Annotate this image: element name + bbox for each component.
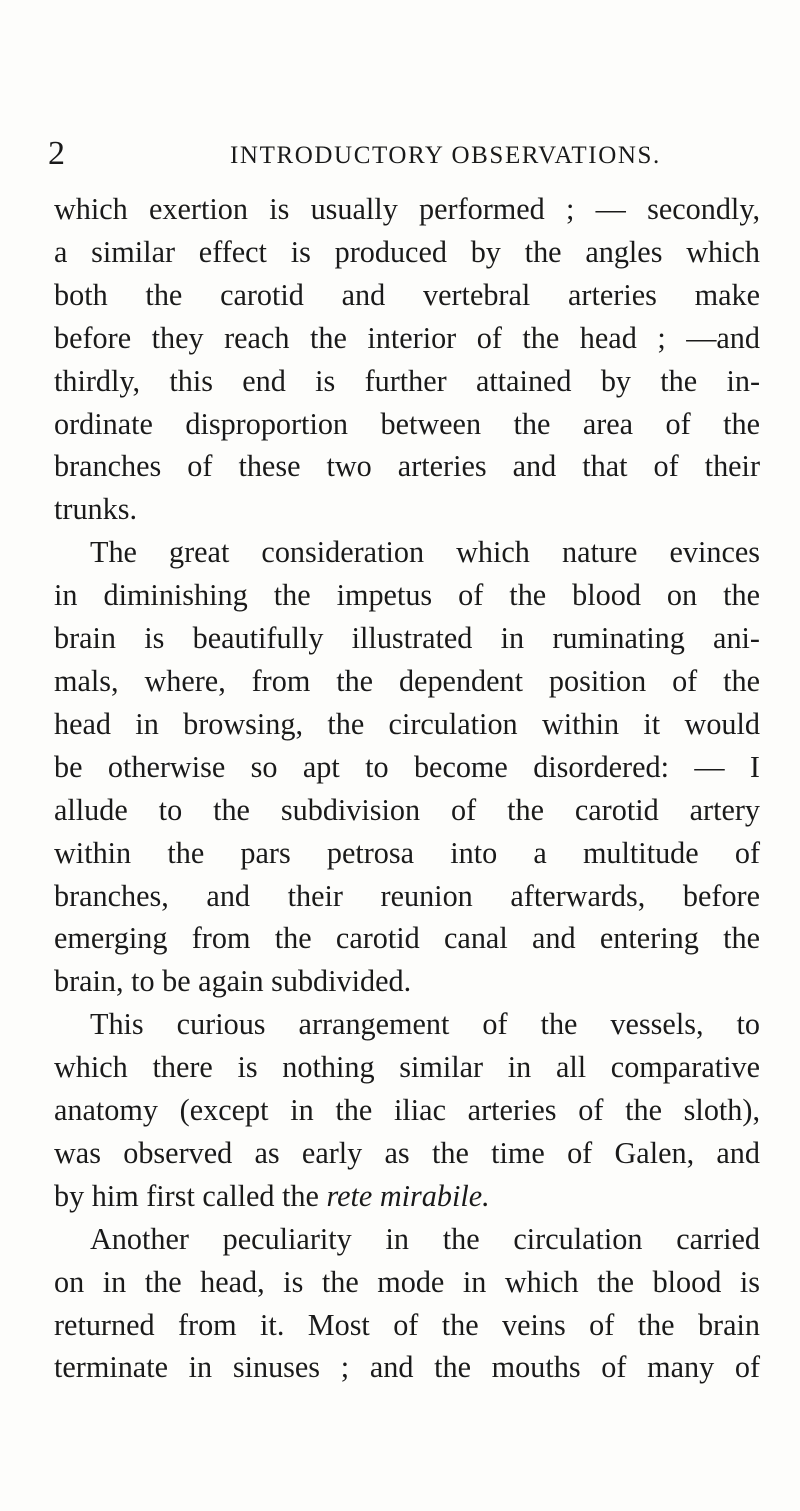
page-number: 2: [48, 135, 65, 172]
text-line: brain is beautifully illustrated in ruminating ani-: [54, 621, 760, 656]
text-line: on in the head, is the mode in which the blood is: [54, 1264, 760, 1299]
text-line: before they reach the interior of the head ; —and: [54, 320, 760, 355]
body-text: [54, 188, 760, 1389]
text-line: allude to the subdivision of the carotid artery: [54, 792, 760, 827]
text-line: mals, where, from the dependent position of the: [54, 663, 760, 698]
text-line: both the carotid and vertebral arteries make: [54, 277, 760, 312]
text-line: Another peculiarity in the circulation carried: [90, 1221, 760, 1256]
running-head: INTRODUCTORY OBSERVATIONS.: [230, 142, 661, 169]
page-header: [44, 132, 756, 176]
text-line: which there is nothing similar in all comparative: [54, 1050, 760, 1085]
text-line: head in browsing, the circulation within it would: [54, 706, 760, 741]
paragraph-1: [54, 188, 760, 531]
text-line: [54, 1175, 760, 1218]
text-line: branches of these two arteries and that of their: [54, 449, 760, 484]
text-line: returned from it. Most of the veins of the brain: [54, 1307, 760, 1342]
paragraph-2: [54, 531, 760, 1003]
text-line-prefix: by him first called the: [54, 1178, 327, 1213]
paragraph-3: [54, 1003, 760, 1218]
text-line: trunks.: [54, 492, 138, 527]
text-line: was observed as early as the time of Galen, and: [54, 1135, 760, 1170]
paragraph-4: [54, 1218, 760, 1390]
text-line: The great consideration which nature evinces: [90, 535, 760, 570]
text-line: terminate in sinuses ; and the mouths of many of: [54, 1350, 760, 1385]
text-line: which exertion is usually performed ; — secondly,: [54, 192, 760, 226]
text-line: ordinate disproportion between the area of the: [54, 406, 760, 441]
text-line: thirdly, this end is further attained by the in-: [54, 363, 760, 398]
text-line: in diminishing the impetus of the blood on the: [54, 578, 760, 613]
text-line: anatomy (except in the iliac arteries of the sloth),: [54, 1093, 760, 1128]
text-line: branches, and their reunion afterwards, before: [54, 878, 760, 913]
text-line: be otherwise so apt to become disordered: — I: [54, 749, 760, 784]
text-line: This curious arrangement of the vessels, to: [90, 1007, 760, 1042]
text-line: within the pars petrosa into a multitude of: [54, 835, 760, 870]
text-line: brain, to be again subdivided.: [54, 964, 412, 999]
text-line: emerging from the carotid canal and entering the: [54, 921, 760, 956]
text-line: a similar effect is produced by the angles which: [54, 234, 760, 269]
italic-term: rete mirabile.: [326, 1178, 490, 1213]
